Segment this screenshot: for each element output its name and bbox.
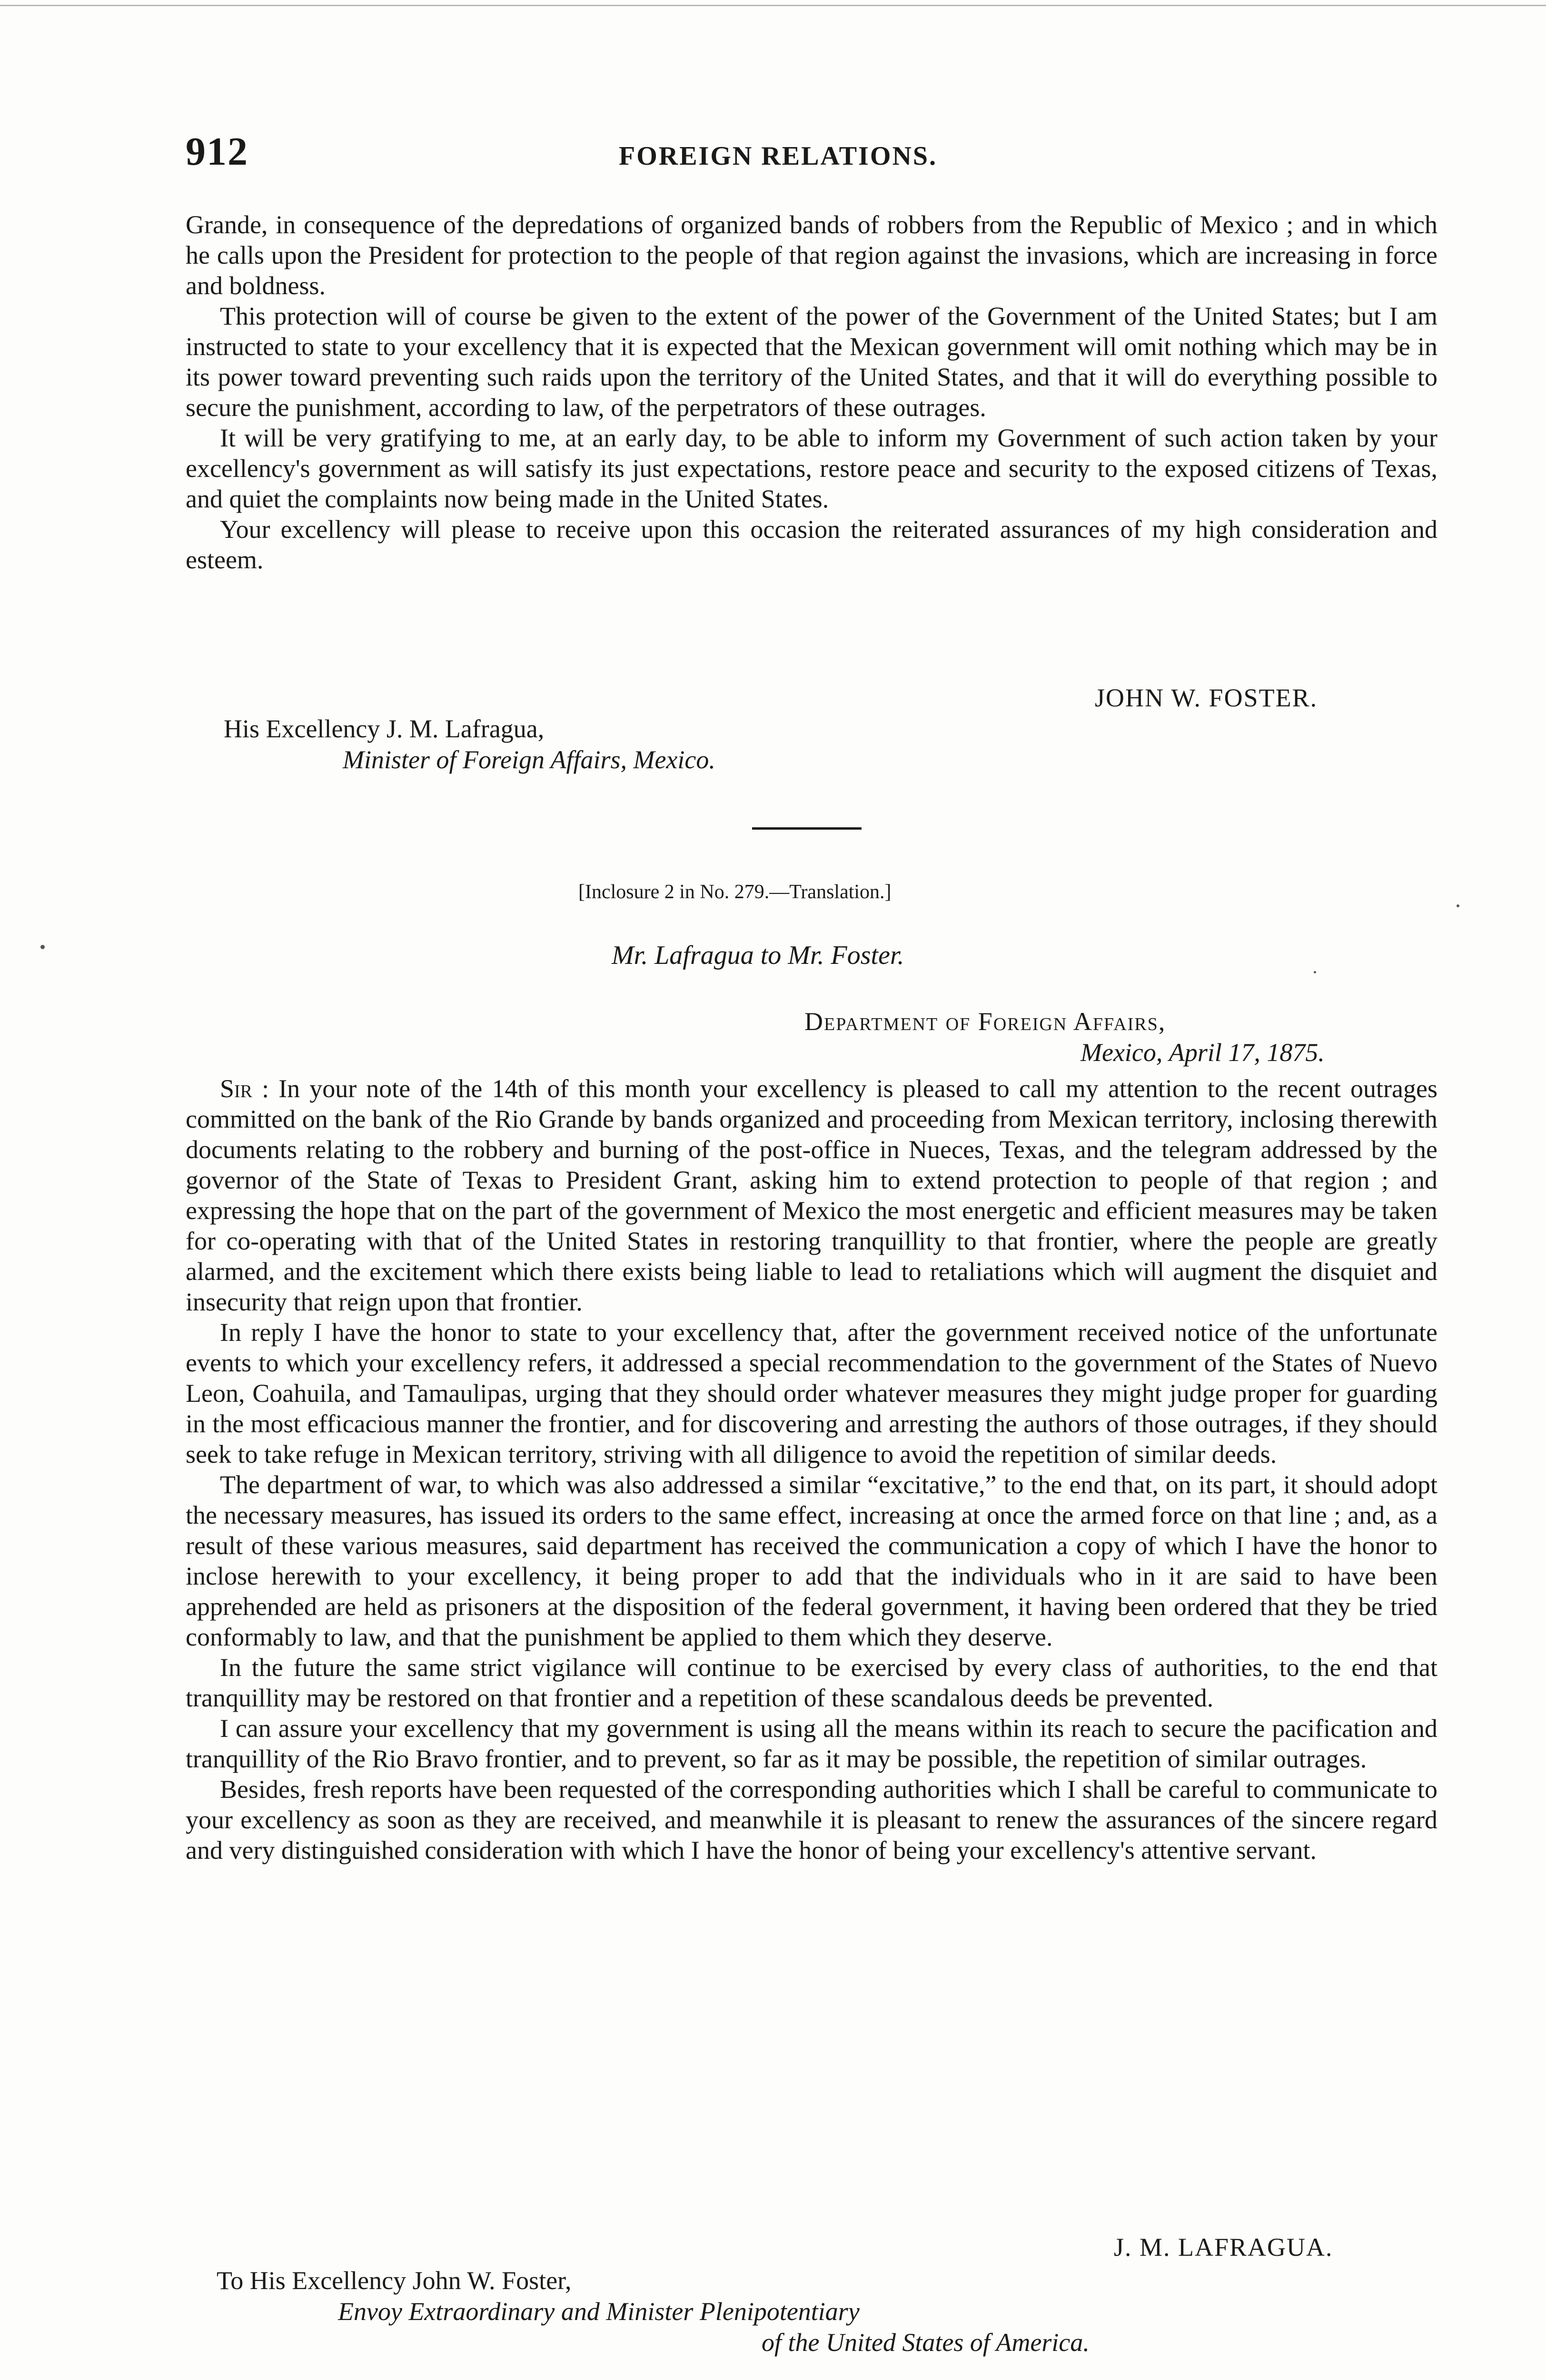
letter2-addressee-country: of the United States of America.	[762, 2328, 1090, 2357]
letter1-paragraph: It will be very gratifying to me, at an early day, to be able to inform my Government of such action taken by your excellency's government as will satisfy its just expectations, restore peace and security to the exposed citizens of Texas, and quiet the complaints now being made in the United States.	[186, 424, 1437, 513]
letter2-body	[186, 1073, 1437, 1865]
letter1-addressee-name: His Excellency J. M. Lafragua,	[224, 714, 545, 743]
letter1-paragraph: Grande, in consequence of the depredations of organized bands of robbers from the Republic of Mexico ; and in which he calls upon the President for protection to the people of that region against the invasions, which are increasing in force and boldness.	[186, 210, 1437, 300]
letter1-addressee-title: Minister of Foreign Affairs, Mexico.	[343, 745, 715, 774]
letter2-paragraph: I can assure your excellency that my government is using all the means within its reach to secure the pacification and tranquillity of the Rio Bravo frontier, and to prevent, so far as it may be possible, the repetition of similar outrages.	[186, 1714, 1437, 1773]
scan-speck	[40, 945, 45, 949]
scan-speck	[1314, 971, 1316, 973]
letter2-paragraph-text: In your note of the 14th of this month your excellency is pleased to call my attention to the recent outrages committed on the bank of the Rio Grande by bands organized and proceeding from Mexican territory, inclosing therewith documents relating to the robbery and burning of the post-office in Nueces, Texas, and the telegram addressed by the governor of the State of Texas to President Grant, asking him to extend protection to people of that region ; and expressing the hope that on the part of the government of Mexico the most energetic and efficient measures may be taken for co-operating with that of the United States in restoring tranquillity to that frontier, where the people are greatly alarmed, and the excitement which there exists being liable to lead to retaliations which will augment the disquiet and insecurity that reign upon that frontier.	[186, 1074, 1437, 1316]
scan-speck	[1457, 904, 1459, 907]
letter2-addressee	[217, 2266, 571, 2295]
letter1-body	[186, 209, 1437, 575]
letter2-salutation: Sir :	[220, 1074, 269, 1103]
section-divider	[752, 827, 862, 830]
letter2-paragraph: Besides, fresh reports have been requested of the corresponding authorities which I shall be careful to communicate to your excellency as soon as they are received, and meanwhile it is pleasant to renew the assurances of the sincere regard and very distinguished consideration with which I have the honor of being your excellency's attentive servant.	[186, 1775, 1437, 1864]
letter2-department: Department of Foreign Affairs,	[804, 1007, 1166, 1036]
letter1-paragraph: Your excellency will please to receive upon this occasion the reiterated assurances of my high consideration and esteem.	[186, 515, 1437, 574]
running-header	[186, 129, 1423, 181]
letter1-signature: JOHN W. FOSTER.	[1095, 684, 1318, 712]
letter2-paragraph: In the future the same strict vigilance will continue to be exercised by every class of authorities, to the end that tranquillity may be restored on that frontier and a repetition of these scandalous deeds be prevented.	[186, 1653, 1437, 1712]
letter2-addressee-title: Envoy Extraordinary and Minister Plenipotentiary	[338, 2297, 860, 2326]
letter2-title: Mr. Lafragua to Mr. Foster.	[612, 941, 904, 970]
page-number: 912	[186, 129, 248, 174]
letter2-paragraph: In reply I have the honor to state to your excellency that, after the government received notice of the unfortunate events to which your excellency refers, it addressed a special recommendation to the government of the States of Nuevo Leon, Coahuila, and Tamaulipas, urging that they should order whatever measures they might judge proper for guarding in the most efficacious manner the frontier, and for discovering and arresting the authors of those outrages, if they should seek to take refuge in Mexican territory, striving with all diligence to avoid the repetition of similar deeds.	[186, 1318, 1437, 1468]
letter2-addressee-name: To His Excellency John W. Foster,	[217, 2266, 572, 2295]
letter1-addressee	[224, 714, 544, 744]
letter2-signature: J. M. LAFRAGUA.	[1114, 2233, 1333, 2261]
letter2-paragraph	[186, 1073, 1437, 1317]
letter2-date: April 17, 1875.	[1169, 1038, 1325, 1067]
inclosure-note: [Inclosure 2 in No. 279.—Translation.]	[578, 881, 892, 903]
running-title: FOREIGN RELATIONS.	[619, 141, 938, 171]
letter2-place: Mexico,	[1080, 1038, 1163, 1067]
letter2-dateline	[1080, 1038, 1325, 1067]
letter1-paragraph: This protection will of course be given to the extent of the power of the Government of the United States; but I am instructed to state to your excellency that it is expected that the Mexican government will omit nothing which may be in its power toward preventing such raids upon the territory of the United States, and that it will do everything possible to secure the punishment, according to law, of the perpetrators of these outrages.	[186, 302, 1437, 422]
top-border-rule	[0, 5, 1546, 6]
letter2-paragraph: The department of war, to which was also addressed a similar “excitative,” to the end that, on its part, it should adopt the necessary measures, has issued its orders to the same effect, increasing at once the armed force on that line ; and, as a result of these various measures, said department has received the communication a copy of which I have the honor to inclose herewith to your excellency, it being proper to add that the individuals who in it are said to have been apprehended are held as prisoners at the disposition of the federal government, it having been ordered that they be tried conformably to law, and that the punishment be applied to them which they deserve.	[186, 1470, 1437, 1651]
